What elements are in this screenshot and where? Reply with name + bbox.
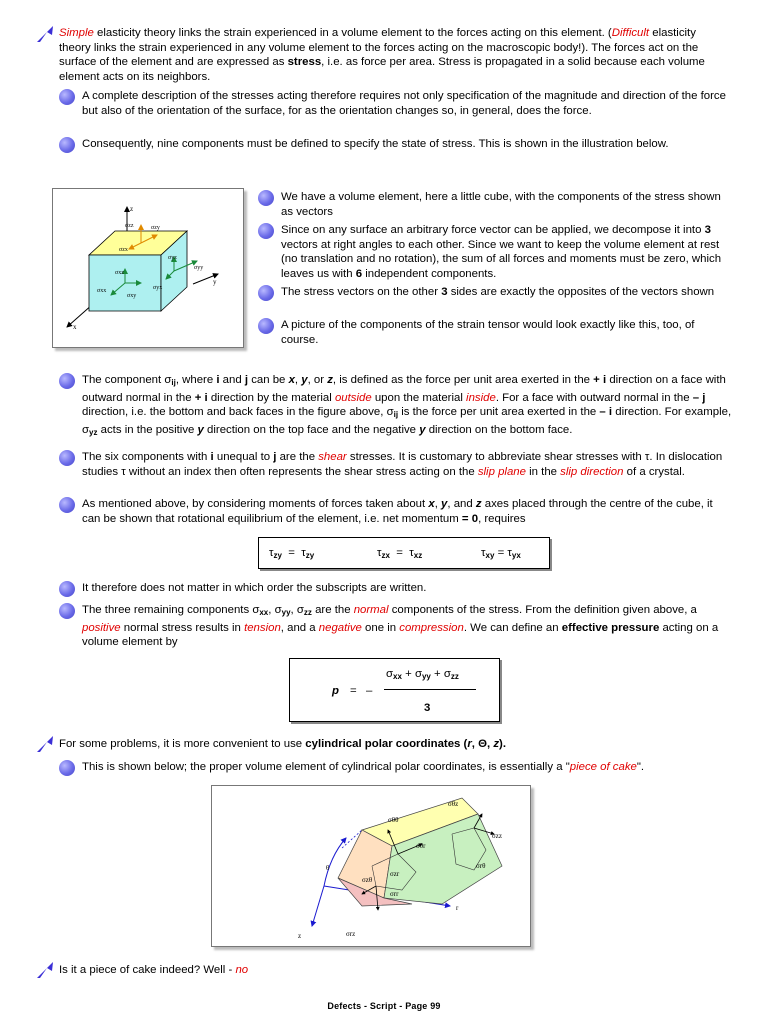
label-sigma-z-theta: σzθ: [362, 876, 373, 884]
equation-denominator: 3: [424, 702, 431, 714]
axis-label-r: r: [456, 904, 459, 912]
cylindrical-element-figure: [211, 785, 531, 947]
label-sigma-r-theta: σrθ: [476, 862, 486, 870]
arrow-bullet-icon: [36, 961, 54, 979]
label-sigma-zx: σzx: [119, 247, 128, 253]
label-sigma-yz: σyz: [168, 255, 177, 261]
label-sigma-yy: σyy: [194, 265, 204, 271]
label-sigma-rr: σrr: [390, 890, 399, 898]
label-sigma-xz: σxz: [115, 270, 124, 276]
bullet-strain-tensor: A picture of the components of the strain tensor would look exactly like this, too, of course.: [281, 319, 695, 346]
shear-symmetry-equation: [258, 537, 550, 569]
equation-numerator: $\sigma_{xx} + \sigma_{yy} + \sigma_{zz}$: [386, 668, 459, 681]
bullet-icon: [258, 285, 274, 301]
bullet-component-definition: The component $\sigma_{ij}$, where i and j can be x, y, or z, is defined as the force per unit area exerted in the + i direction on a face with outward normal in the + i direction by the material outside upon the material inside. For a face with outward normal in the – j direction, i.e. the bottom and back faces in the figure above, $\sigma_{ij}$ is the force per unit area exerted in the – i direction. For example, $\sigma_{yz}$ acts in the positive y direction on the top face and the negative y direction on the bottom face.: [82, 374, 732, 437]
bullet-piece-of-cake: This is shown below; the proper volume element of cylindrical polar coordinates, is essentially a "piece of cake".: [82, 761, 645, 773]
label-sigma-zz: σzz: [125, 223, 134, 229]
label-sigma-theta-r: σθr: [416, 842, 426, 850]
bullet-icon: [59, 373, 75, 389]
fraction-line: [384, 689, 476, 690]
bullet-icon: [258, 318, 274, 334]
bullet-icon: [59, 581, 75, 597]
stress-cube-figure: [52, 188, 244, 348]
stress-cube-illustration: [53, 189, 243, 347]
bullet-shear-stresses: The six components with i unequal to j are the shear stresses. It is customary to abbreviate shear stresses with τ. In dislocation studies τ without an index then often represents the shear stress acting on the slip plane in the slip direction of a crystal.: [82, 451, 723, 478]
bullet-complete-description: A complete description of the stresses acting therefore requires not only specification of the magnitude and direction of the force but also of the orientation of the surface, for as the orientation changes so, in general, does the force.: [82, 90, 726, 117]
equation-xy: $\tau_{xy} = \tau_{yx}$: [481, 547, 521, 560]
equation-minus: –: [366, 685, 373, 697]
label-sigma-zr: σzr: [390, 870, 400, 878]
page-footer: Defects - Script - Page 99: [327, 1001, 441, 1011]
label-sigma-zz: σzz: [492, 832, 502, 840]
label-sigma-theta-theta: σθθ: [388, 816, 399, 824]
equation-p: p: [332, 685, 339, 697]
label-sigma-xx: σxx: [97, 288, 107, 294]
arrow-bullet-icon: [36, 25, 54, 43]
bullet-volume-element: We have a volume element, here a little cube, with the components of the stress shown as vectors: [281, 191, 721, 218]
bullet-icon: [59, 603, 75, 619]
axis-label-theta: θ: [326, 864, 330, 872]
equation-zx: $\tau_{zx} = \tau_{xz}$: [377, 547, 423, 560]
bullet-nine-components: Consequently, nine components must be defined to specify the state of stress. This is shown in the illustration below.: [82, 138, 669, 150]
bullet-icon: [258, 190, 274, 206]
effective-pressure-equation: [289, 658, 500, 722]
bullet-rotational-equilibrium: As mentioned above, by considering moments of forces taken about x, y, and z axes placed through the centre of the cube, it can be shown that rotational equilibrium of the element, i.e. net momentum = 0, requires: [82, 498, 713, 525]
bullet-icon: [59, 760, 75, 776]
label-sigma-xy: σxy: [127, 293, 137, 299]
bullet-icon: [59, 497, 75, 513]
bullet-normal-components: The three remaining components $\sigma_{xx}$, $\sigma_{yy}$, $\sigma_{zz}$ are the normal components of the stress. From the definition given above, a positive normal stress results in tension, and a negative one in compression. We can define an effective pressure acting on a volume element by: [82, 604, 719, 649]
bullet-opposite-vectors: The stress vectors on the other 3 sides are exactly the opposites of the vectors shown: [281, 286, 715, 298]
axis-label-z: z: [298, 932, 302, 940]
cylindrical-coordinates-paragraph: For some problems, it is more convenient to use cylindrical polar coordinates (r, Θ, z).: [59, 738, 506, 750]
label-sigma-rz: σrz: [346, 930, 356, 938]
arrow-bullet-icon: [36, 735, 54, 753]
bullet-icon: [59, 450, 75, 466]
bullet-decompose: Since on any surface an arbitrary force vector can be applied, we decompose it into 3 vectors at right angles to each other. Since we want to keep the volume element at rest (no translation and no rotation), the sum of all forces and moments must be zero, which leaves us with 6 independent components.: [281, 224, 722, 280]
bullet-icon: [258, 223, 274, 239]
bullet-subscript-order: It therefore does not matter in which order the subscripts are written.: [82, 582, 427, 594]
axis-label-x: x: [73, 323, 77, 331]
label-sigma-yx: σyx: [153, 285, 163, 291]
bullet-icon: [59, 137, 75, 153]
equation-equals: =: [350, 685, 357, 697]
label-sigma-theta-z: σθz: [448, 800, 459, 808]
cylindrical-element-illustration: [212, 786, 530, 946]
label-sigma-zy: σzy: [151, 225, 160, 231]
closing-paragraph: Is it a piece of cake indeed? Well - no: [59, 964, 249, 976]
axis-label-z: z: [130, 205, 134, 213]
intro-paragraph: Simple elasticity theory links the strain experienced in a volume element to the forces acting on this element. (Difficult elasticity theory links the strain experienced in any volume element to the forces acting on the macroscopic body!). The forces act on the surface of the element and are expressed as stress, i.e. as force per area. Stress is propagated in a solid because each volume element acts on its neighbors.: [59, 27, 705, 83]
bullet-icon: [59, 89, 75, 105]
equation-zy: $\tau_{zy} = \tau_{zy}$: [269, 547, 315, 560]
axis-label-y: y: [213, 278, 217, 286]
